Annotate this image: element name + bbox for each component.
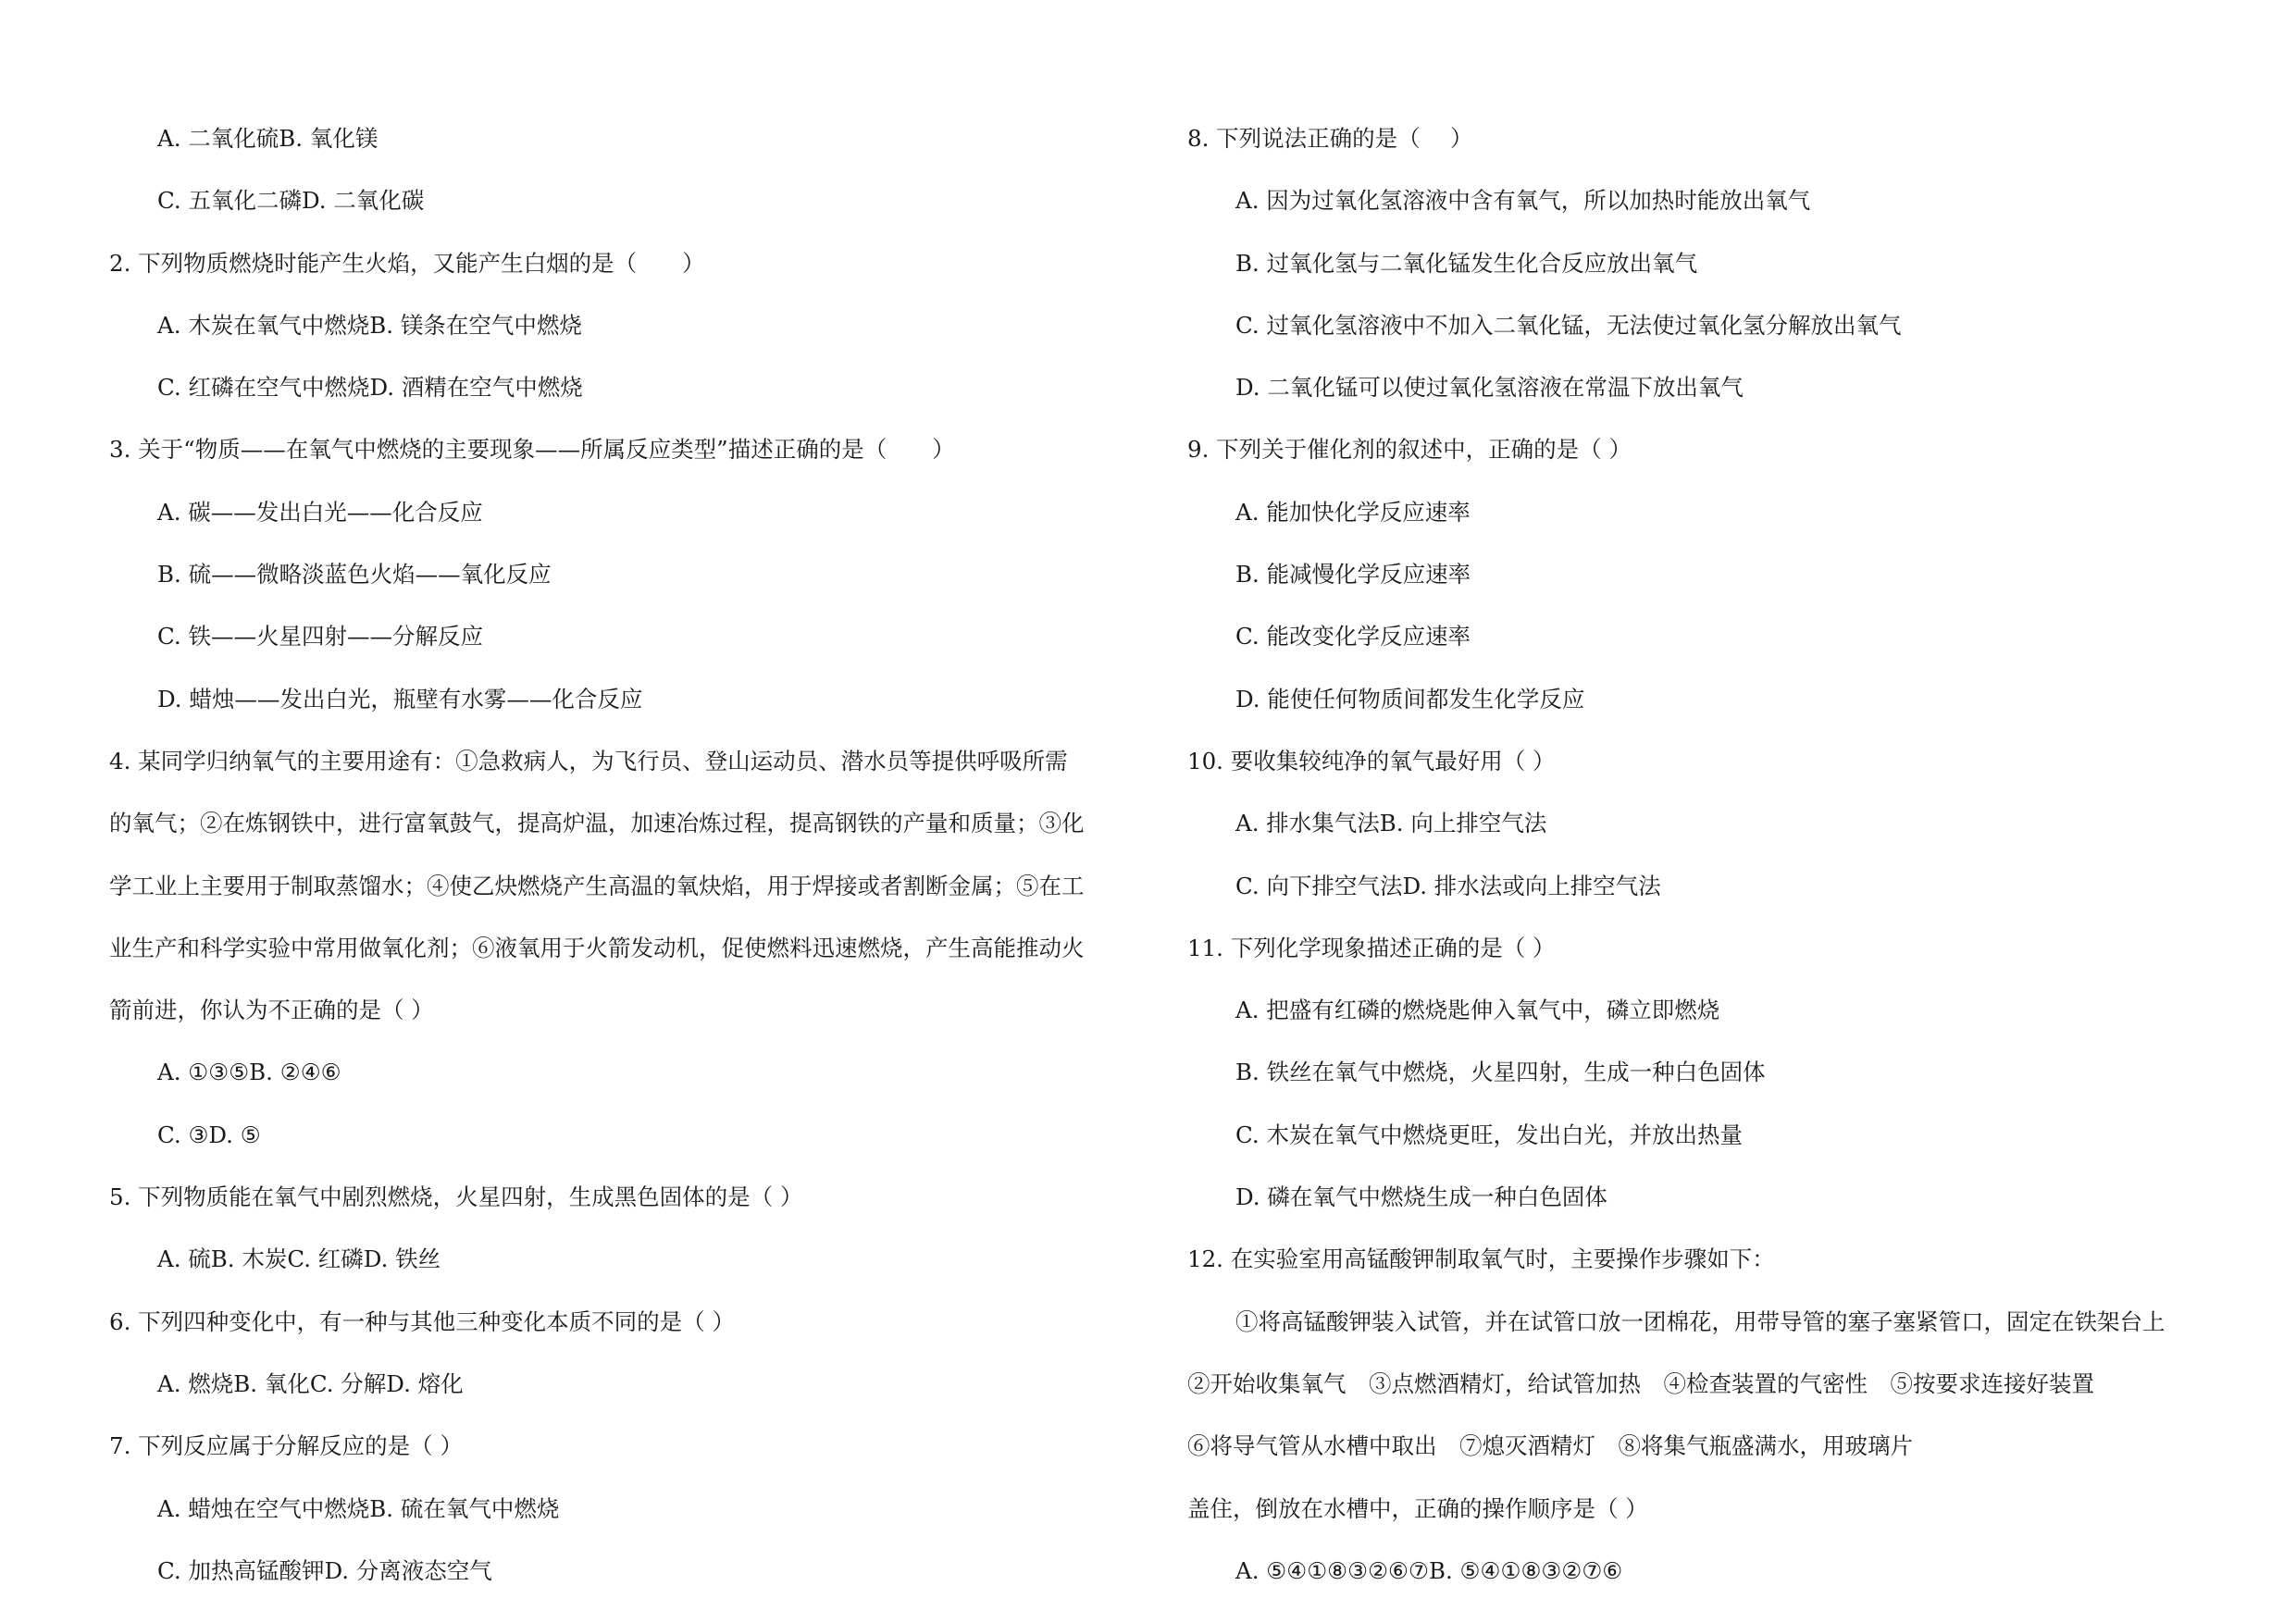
question-continuation: 的氧气；②在炼钢铁中，进行富氧鼓气，提高炉温，加速冶炼过程，提高钢铁的产量和质量；③化 bbox=[109, 810, 1085, 837]
answer-options: C. 向下排空气法D. 排水法或向上排空气法 bbox=[1235, 872, 1661, 899]
question-continuation: ⑥将导气管从水槽中取出 ⑦熄灭酒精灯 ⑧将集气瓶盛满水，用玻璃片 bbox=[1187, 1432, 1913, 1460]
answer-options: B. 过氧化氢与二氧化锰发生化合反应放出氧气 bbox=[1235, 249, 1698, 277]
question-continuation: 箭前进，你认为不正确的是（ ） bbox=[109, 997, 434, 1024]
answer-options: B. 铁丝在氧气中燃烧，火星四射，生成一种白色固体 bbox=[1235, 1059, 1766, 1086]
answer-options: C. 过氧化氢溶液中不加入二氧化锰，无法使过氧化氢分解放出氧气 bbox=[1235, 311, 1902, 339]
question-stem: 9. 下列关于催化剂的叙述中，正确的是（ ） bbox=[1187, 436, 1632, 464]
question-continuation: 学工业上主要用于制取蒸馏水；④使乙炔燃烧产生高温的氧炔焰，用于焊接或者割断金属；⑤在工 bbox=[109, 872, 1085, 899]
question-stem: 2. 下列物质燃烧时能产生火焰，又能产生白烟的是（ ） bbox=[109, 249, 705, 277]
answer-options: A. 因为过氧化氢溶液中含有氧气，所以加热时能放出氧气 bbox=[1235, 187, 1811, 215]
answer-options: B. 硫——微略淡蓝色火焰——氧化反应 bbox=[157, 561, 552, 588]
answer-options: D. 蜡烛——发出白光，瓶壁有水雾——化合反应 bbox=[157, 685, 643, 712]
question-stem: 10. 要收集较纯净的氧气最好用（ ） bbox=[1187, 747, 1556, 774]
answer-options: C. 加热高锰酸钾D. 分离液态空气 bbox=[157, 1556, 492, 1584]
answer-options: C. 红磷在空气中燃烧D. 酒精在空气中燃烧 bbox=[157, 374, 583, 402]
question-stem: 6. 下列四种变化中，有一种与其他三种变化本质不同的是（ ） bbox=[109, 1307, 735, 1335]
left-column bbox=[109, 120, 1123, 1615]
answer-options: C. ③D. ⑤ bbox=[157, 1121, 261, 1148]
answer-options: C. 木炭在氧气中燃烧更旺，发出白光，并放出热量 bbox=[1235, 1121, 1743, 1148]
question-stem: 3. 关于“物质——在氧气中燃烧的主要现象——所属反应类型”描述正确的是（ ） bbox=[109, 436, 955, 464]
answer-options: D. 能使任何物质间都发生化学反应 bbox=[1235, 685, 1585, 712]
question-step: ①将高锰酸钾装入试管，并在试管口放一团棉花，用带导管的塞子塞紧管口，固定在铁架台上 bbox=[1235, 1307, 2166, 1335]
right-column bbox=[1187, 120, 2203, 1615]
answer-options: C. 能改变化学反应速率 bbox=[1235, 623, 1471, 650]
question-stem: 12. 在实验室用高锰酸钾制取氧气时，主要操作步骤如下： bbox=[1187, 1245, 1775, 1273]
question-continuation: ②开始收集氧气 ③点燃酒精灯，给试管加热 ④检查装置的气密性 ⑤按要求连接好装置 bbox=[1187, 1369, 2094, 1397]
question-stem: 7. 下列反应属于分解反应的是（ ） bbox=[109, 1432, 463, 1460]
question-stem: 4. 某同学归纳氧气的主要用途有：①急救病人，为飞行员、登山运动员、潜水员等提供呼吸所需 bbox=[109, 747, 1068, 774]
answer-options: A. 把盛有红磷的燃烧匙伸入氧气中，磷立即燃烧 bbox=[1235, 997, 1720, 1024]
question-continuation: 业生产和科学实验中常用做氧化剂；⑥液氧用于火箭发动机，促使燃料迅速燃烧，产生高能推动火 bbox=[109, 934, 1085, 961]
answer-options: A. ⑤④①⑧③②⑥⑦B. ⑤④①⑧③②⑦⑥ bbox=[1235, 1556, 1623, 1584]
answer-options: C. 五氧化二磷D. 二氧化碳 bbox=[157, 187, 425, 215]
answer-options: C. 铁——火星四射——分解反应 bbox=[157, 623, 483, 650]
question-stem: 8. 下列说法正确的是（ ） bbox=[1187, 125, 1473, 152]
answer-options: A. 碳——发出白光——化合反应 bbox=[157, 498, 483, 526]
question-stem: 5. 下列物质能在氧气中剧烈燃烧，火星四射，生成黑色固体的是（ ） bbox=[109, 1183, 803, 1211]
answer-options: A. 排水集气法B. 向上排空气法 bbox=[1235, 810, 1547, 837]
answer-options: A. 木炭在氧气中燃烧B. 镁条在空气中燃烧 bbox=[157, 311, 582, 339]
answer-options: A. ①③⑤B. ②④⑥ bbox=[157, 1059, 341, 1086]
answer-options: A. 燃烧B. 氧化C. 分解D. 熔化 bbox=[157, 1369, 464, 1397]
question-continuation: 盖住，倒放在水槽中，正确的操作顺序是（ ） bbox=[1187, 1494, 1648, 1522]
answer-options: A. 蜡烛在空气中燃烧B. 硫在氧气中燃烧 bbox=[157, 1494, 560, 1522]
answer-options: A. 硫B. 木炭C. 红磷D. 铁丝 bbox=[157, 1245, 441, 1273]
answer-options: B. 能减慢化学反应速率 bbox=[1235, 561, 1471, 588]
answer-options: D. 磷在氧气中燃烧生成一种白色固体 bbox=[1235, 1183, 1607, 1211]
question-stem: 11. 下列化学现象描述正确的是（ ） bbox=[1187, 934, 1556, 961]
answer-options: D. 二氧化锰可以使过氧化氢溶液在常温下放出氧气 bbox=[1235, 374, 1744, 402]
answer-options: A. 能加快化学反应速率 bbox=[1235, 498, 1471, 526]
answer-options: A. 二氧化硫B. 氧化镁 bbox=[157, 125, 379, 152]
